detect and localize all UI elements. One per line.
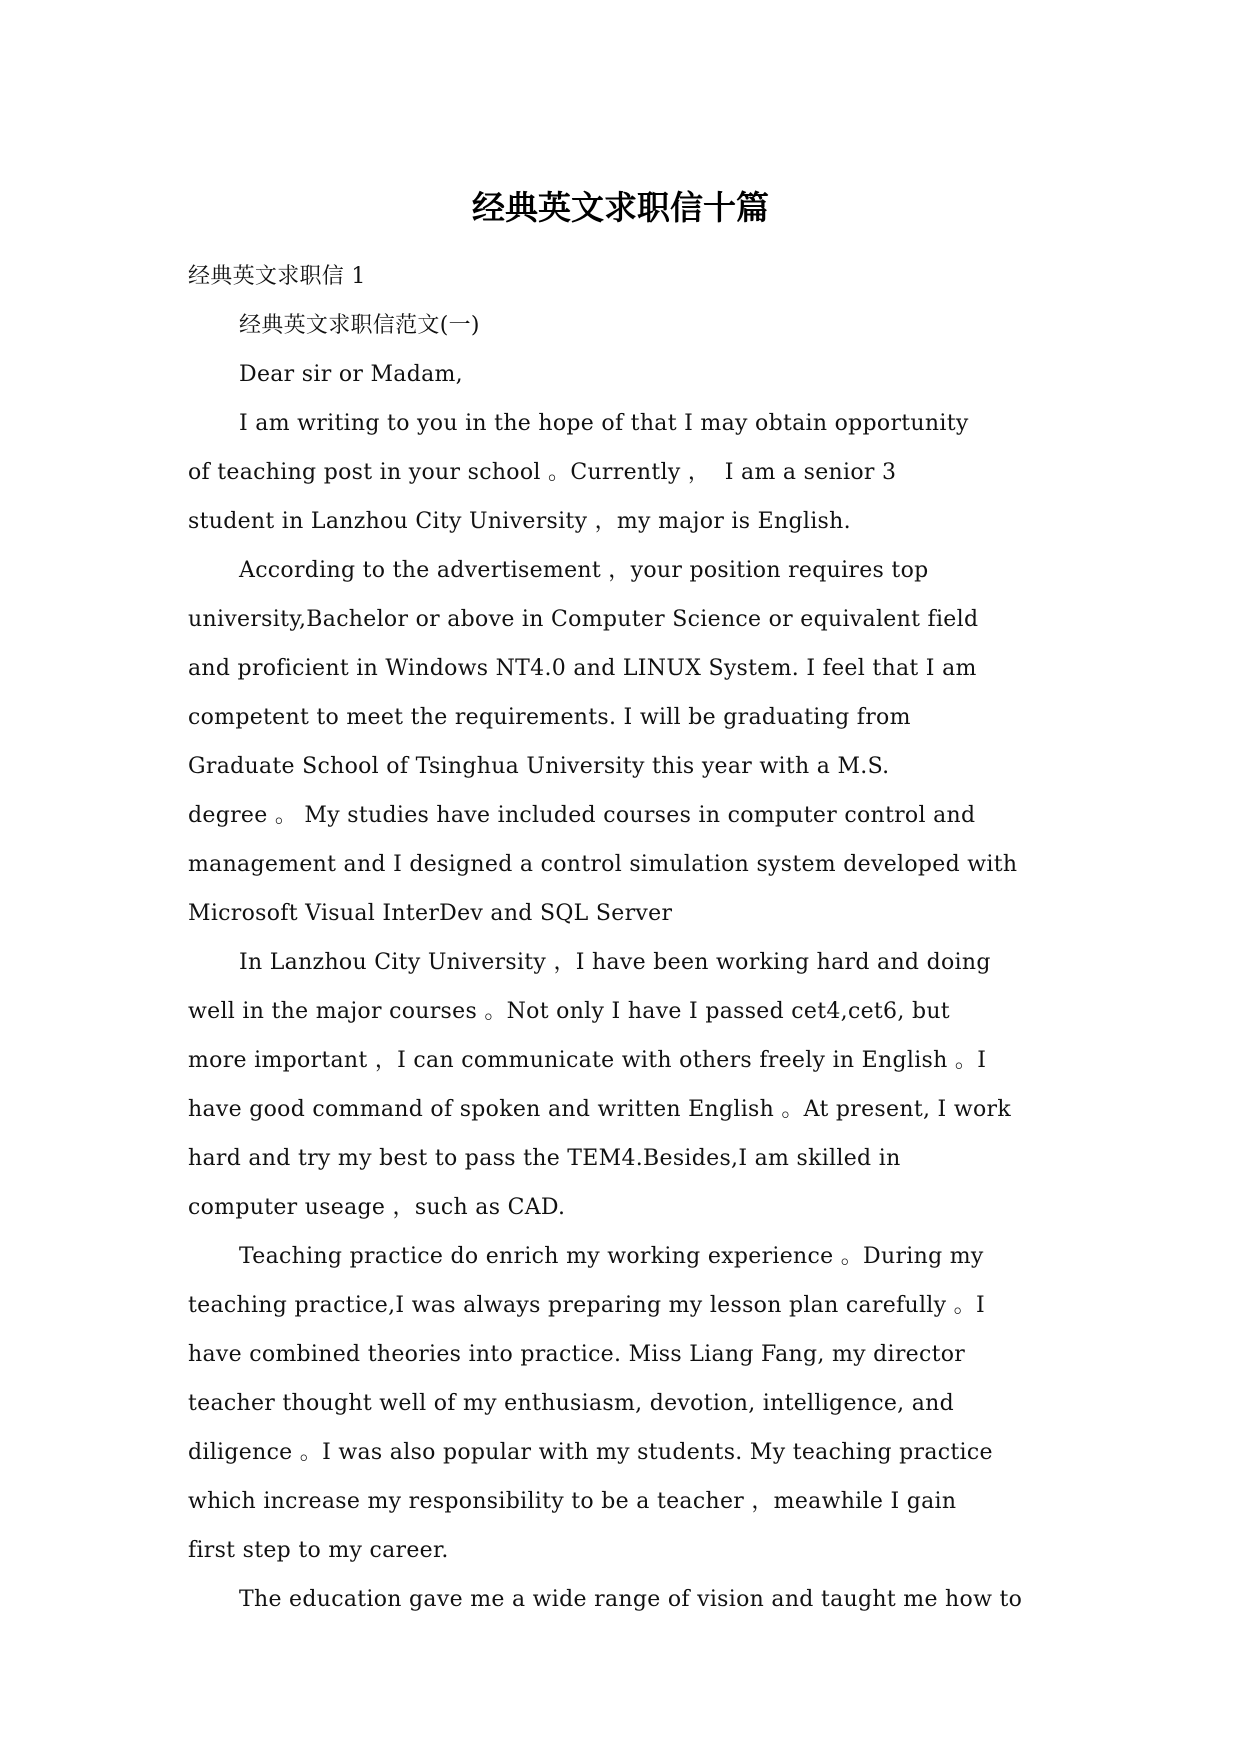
text-line: Graduate School of Tsinghua University this year with a M.S. [188, 754, 890, 779]
text-line: well in the major courses 。Not only I have I passed cet4,cet6, but [188, 999, 950, 1024]
text-line: more important ，I can communicate with others freely in English 。I [188, 1048, 987, 1073]
text-line: first step to my career. [188, 1538, 449, 1563]
document-body [188, 252, 1068, 1624]
text-line: degree 。 My studies have included courses in computer control and [188, 803, 976, 828]
document-title: 经典英文求职信十篇 [472, 188, 769, 227]
subheading: 经典英文求职信范文(一) [239, 313, 480, 338]
text-line: teaching practice,I was always preparing my lesson plan carefully 。I [188, 1293, 985, 1318]
text-line: student in Lanzhou City University ，my major is English. [188, 509, 851, 534]
text-line: I am writing to you in the hope of that I may obtain opportunity [239, 411, 969, 436]
text-line: Microsoft Visual InterDev and SQL Server [188, 901, 673, 926]
text-line: management and I designed a control simulation system developed with [188, 852, 1018, 877]
text-line: Teaching practice do enrich my working experience 。During my [239, 1244, 984, 1269]
text-line: In Lanzhou City University ，I have been working hard and doing [239, 950, 991, 975]
text-line: diligence 。I was also popular with my students. My teaching practice [188, 1440, 993, 1465]
text-line: According to the advertisement ，your position requires top [239, 558, 929, 583]
text-line: hard and try my best to pass the TEM4.Besides,I am skilled in [188, 1146, 901, 1171]
text-line: which increase my responsibility to be a teacher ，meawhile I gain [188, 1489, 957, 1514]
salutation: Dear sir or Madam, [239, 362, 463, 387]
text-line: teacher thought well of my enthusiasm, devotion, intelligence, and [188, 1391, 955, 1416]
text-line: university,Bachelor or above in Computer Science or equivalent field [188, 607, 979, 632]
text-line: have good command of spoken and written English 。At present, I work [188, 1097, 1011, 1122]
text-line: competent to meet the requirements. I will be graduating from [188, 705, 911, 730]
text-line: computer useage ，such as CAD. [188, 1195, 566, 1220]
text-line: have combined theories into practice. Miss Liang Fang, my director [188, 1342, 966, 1367]
text-line: and proficient in Windows NT4.0 and LINUX System. I feel that I am [188, 656, 977, 681]
section-heading: 经典英文求职信 1 [188, 264, 366, 289]
text-line: of teaching post in your school 。Currently ， I am a senior 3 [188, 460, 897, 485]
text-line: The education gave me a wide range of vision and taught me how to [239, 1587, 1023, 1612]
